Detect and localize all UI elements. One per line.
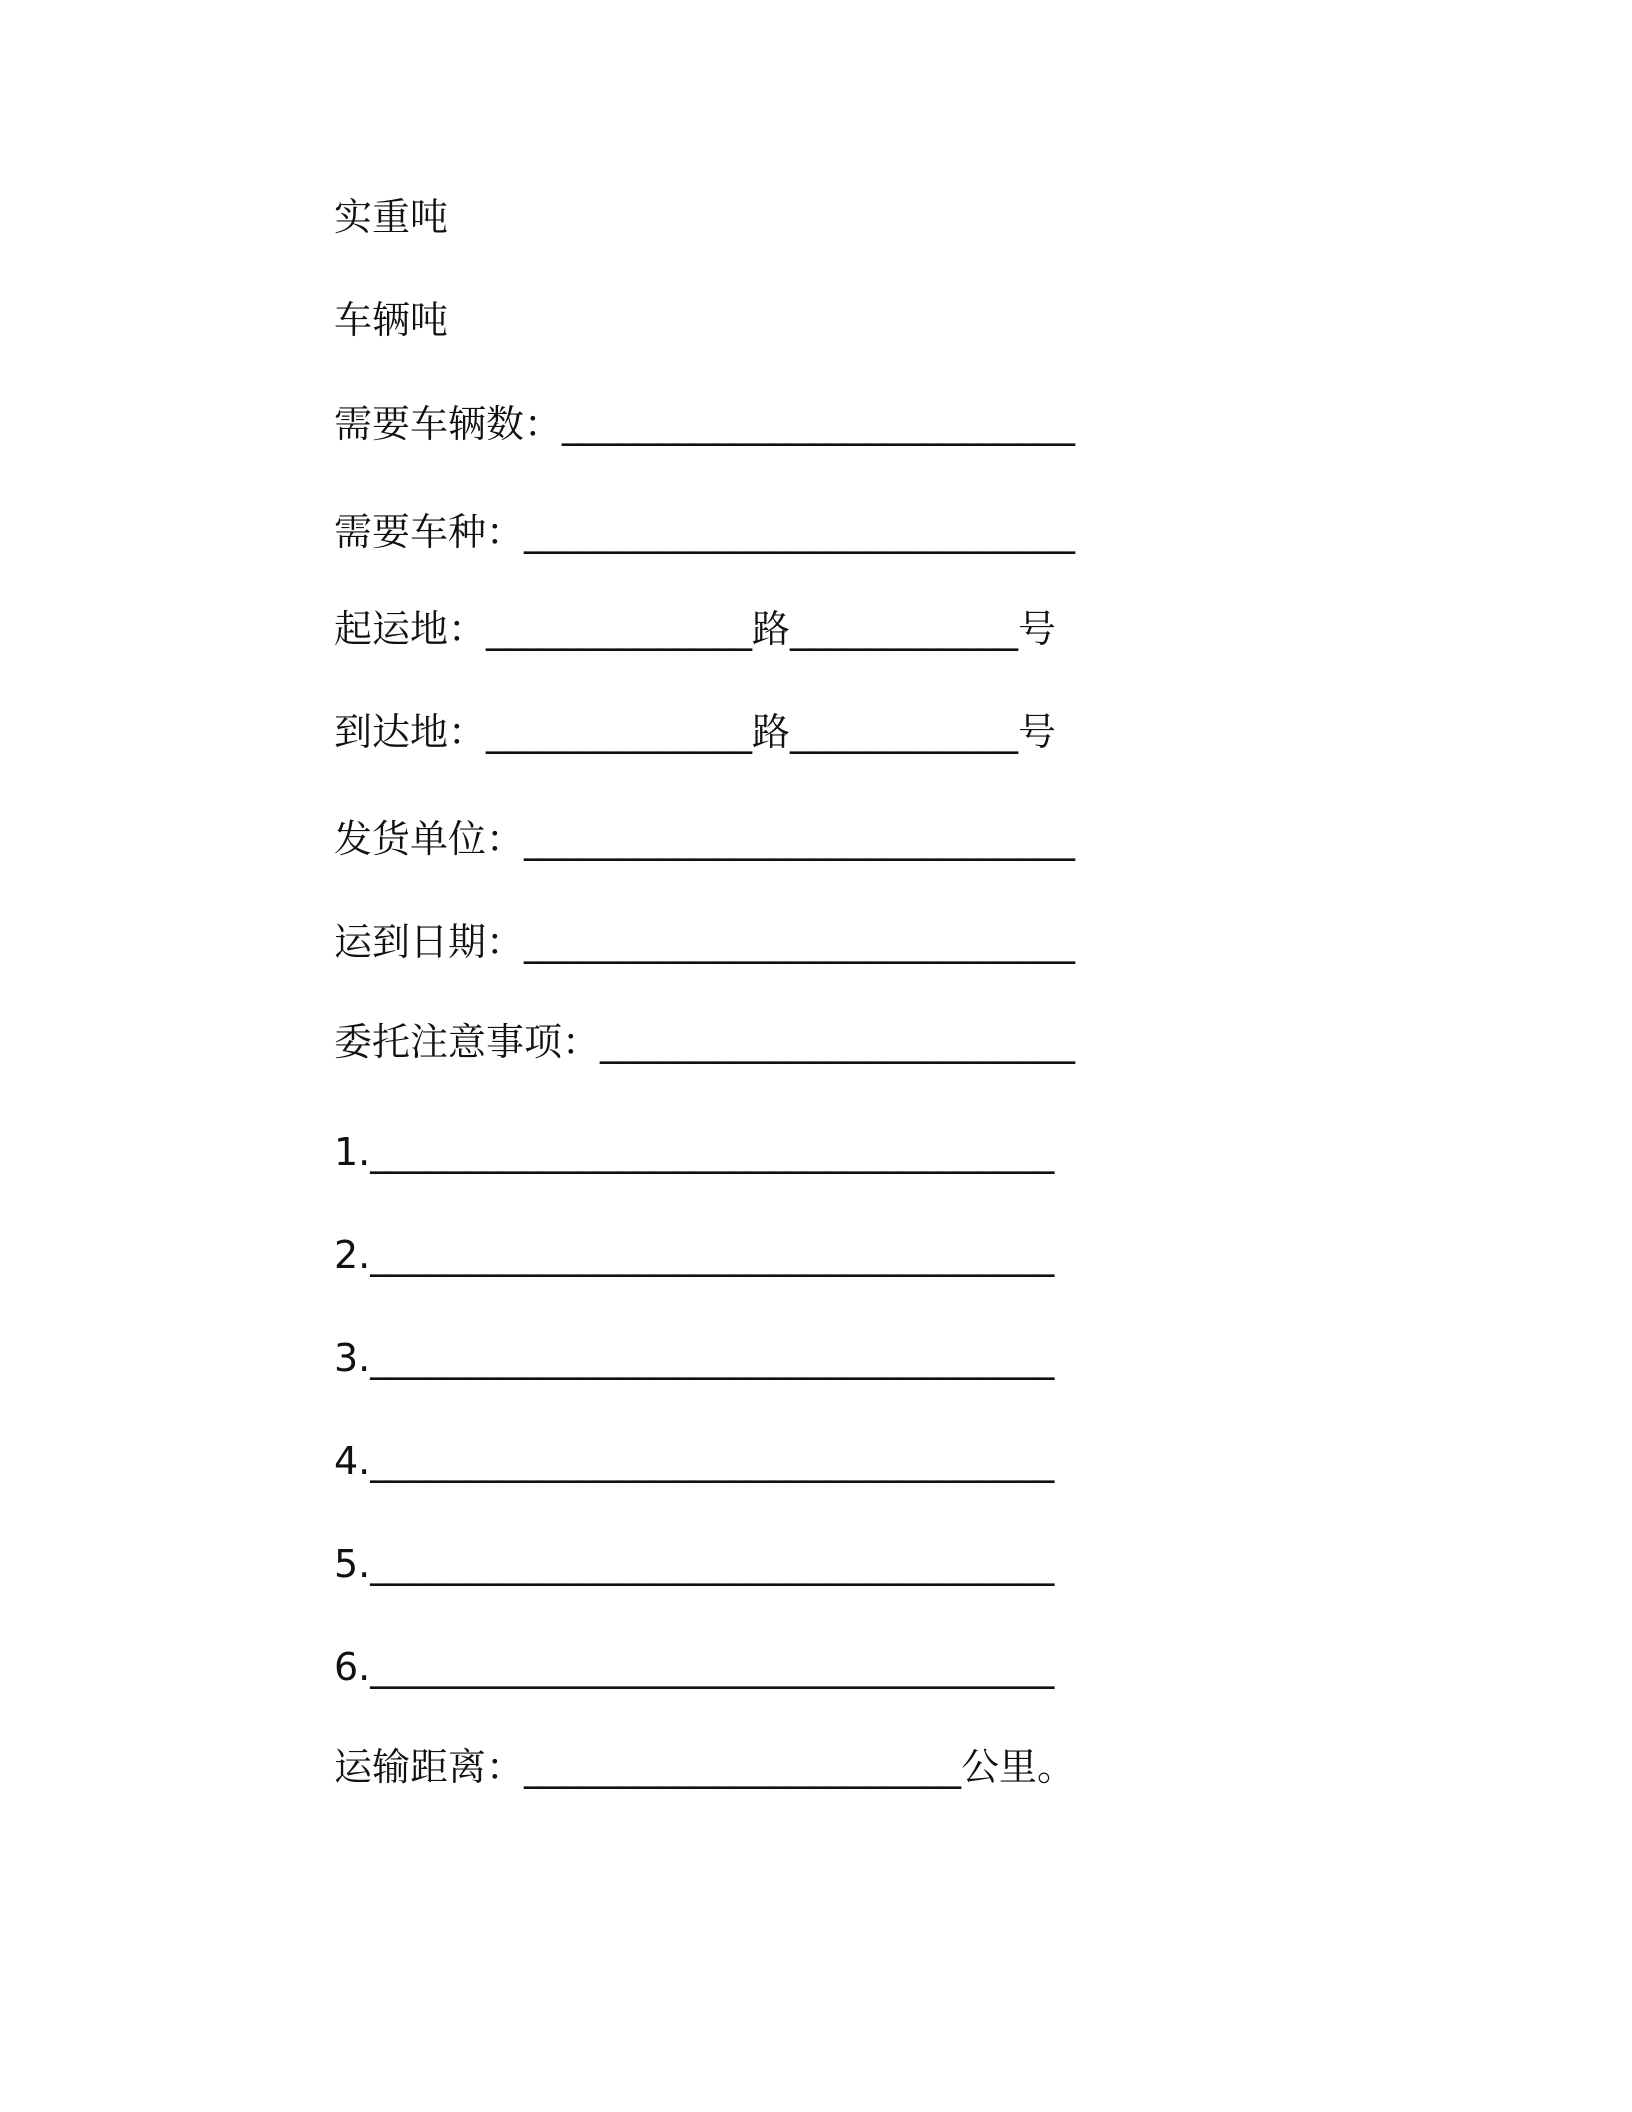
note-line-4: 4.____________________________________	[334, 1439, 1055, 1483]
field-vehicle-type: 需要车种：_____________________________	[334, 510, 1076, 554]
field-notes-heading: 委托注意事项：_________________________	[334, 1020, 1076, 1064]
field-transport-distance: 运输距离：_______________________公里。	[334, 1745, 1076, 1789]
text-line-actual-weight: 实重吨	[334, 195, 449, 239]
note-line-5: 5.____________________________________	[334, 1542, 1055, 1586]
note-line-2: 2.____________________________________	[334, 1233, 1055, 1277]
field-origin: 起运地：______________路____________号	[334, 607, 1057, 651]
note-line-6: 6.____________________________________	[334, 1645, 1055, 1689]
note-line-1: 1.____________________________________	[334, 1130, 1055, 1174]
field-vehicle-count: 需要车辆数：___________________________	[334, 402, 1076, 446]
field-shipper: 发货单位：_____________________________	[334, 817, 1076, 861]
note-line-3: 3.____________________________________	[334, 1336, 1055, 1380]
field-arrival-date: 运到日期：_____________________________	[334, 920, 1076, 964]
text-line-vehicle-tonnage: 车辆吨	[334, 298, 449, 342]
field-destination: 到达地：______________路____________号	[334, 710, 1057, 754]
